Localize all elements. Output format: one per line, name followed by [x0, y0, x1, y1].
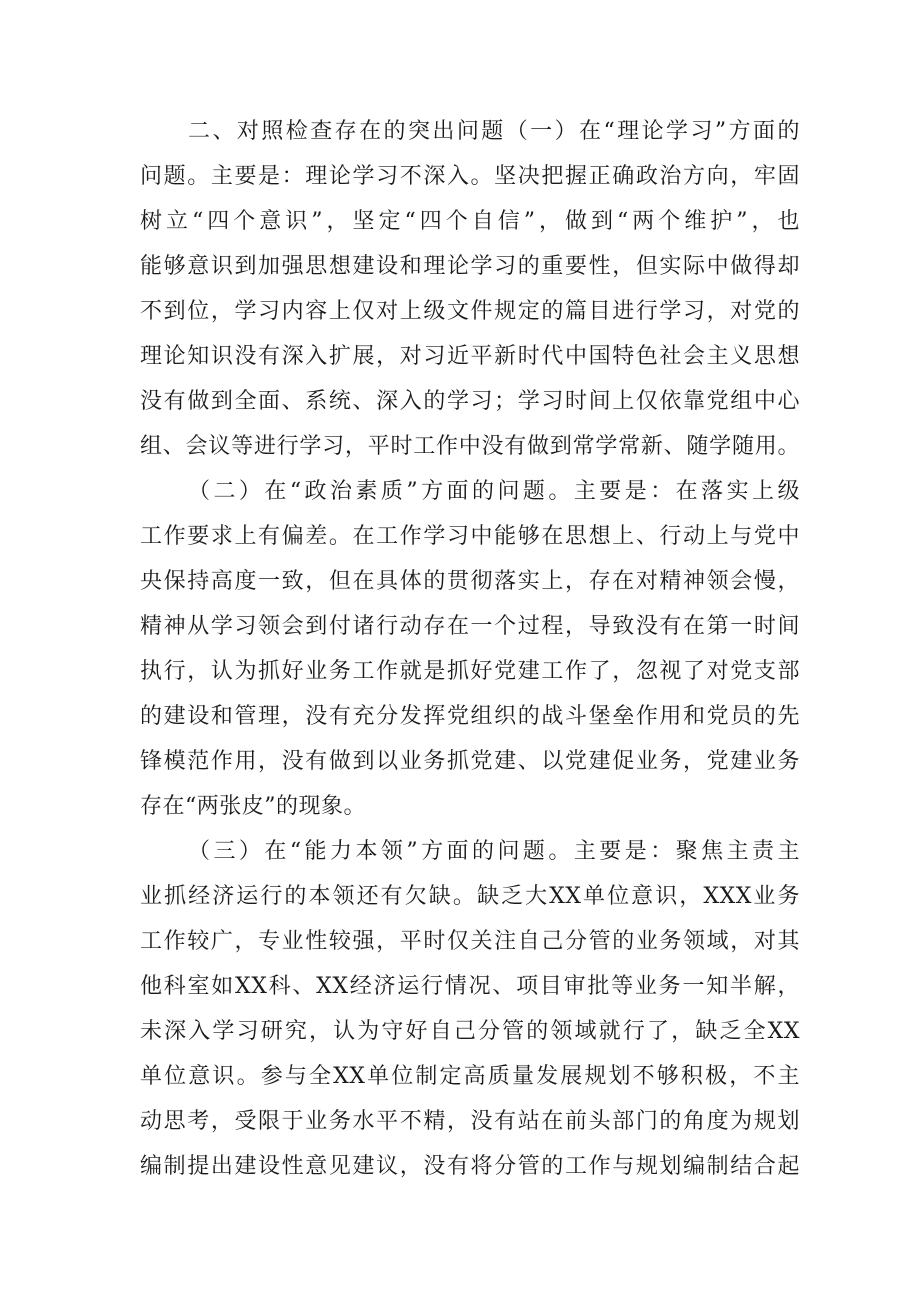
paragraph-line: 树立“四个意识”，坚定“四个自信”，做到“两个维护”，也 — [140, 209, 800, 234]
paragraph-line: 编制提出建设性意见建议，没有将分管的工作与规划编制结合起 — [140, 1154, 800, 1179]
paragraph-line: 执行，认为抓好业务工作就是抓好党建工作了，忽视了对党支部 — [140, 659, 800, 684]
paragraph-line: 没有做到全面、系统、深入的学习；学习时间上仅依靠党组中心 — [140, 389, 800, 414]
paragraph-line: 能够意识到加强思想建设和理论学习的重要性，但实际中做得却 — [140, 254, 800, 279]
paragraph-line: （二）在“政治素质”方面的问题。主要是：在落实上级 — [188, 479, 800, 504]
paragraph-line: 不到位，学习内容上仅对上级文件规定的篇目进行学习，对党的 — [140, 299, 800, 324]
paragraph-line: 理论知识没有深入扩展，对习近平新时代中国特色社会主义思想 — [140, 344, 800, 369]
paragraph-line: 动思考，受限于业务水平不精，没有站在前头部门的角度为规划 — [140, 1109, 800, 1134]
paragraph-line: 单位意识。参与全XX单位制定高质量发展规划不够积极，不主 — [140, 1064, 800, 1089]
paragraph-line: 锋模范作用，没有做到以业务抓党建、以党建促业务，党建业务 — [140, 749, 800, 774]
paragraph-line: 工作要求上有偏差。在工作学习中能够在思想上、行动上与党中 — [140, 524, 800, 549]
paragraph-line: 精神从学习领会到付诸行动存在一个过程，导致没有在第一时间 — [140, 614, 800, 639]
paragraph-line: 二、对照检查存在的突出问题（一）在“理论学习”方面的 — [188, 119, 800, 144]
paragraph-line: 工作较广，专业性较强，平时仅关注自己分管的业务领域，对其 — [140, 929, 800, 954]
paragraph-line: 问题。主要是：理论学习不深入。坚决把握正确政治方向，牢固 — [140, 164, 800, 189]
paragraph-line: 业抓经济运行的本领还有欠缺。缺乏大XX单位意识，XXX业务 — [140, 884, 800, 909]
paragraph-line: 未深入学习研究，认为守好自己分管的领域就行了，缺乏全XX — [140, 1019, 800, 1044]
paragraph-line: 央保持高度一致，但在具体的贯彻落实上，存在对精神领会慢， — [140, 569, 800, 594]
paragraph-line: 组、会议等进行学习，平时工作中没有做到常学常新、随学随用。 — [140, 434, 800, 459]
paragraph-line: 他科室如XX科、XX经济运行情况、项目审批等业务一知半解， — [140, 974, 800, 999]
paragraph-line: 存在“两张皮”的现象。 — [140, 794, 366, 819]
paragraph-line: 的建设和管理，没有充分发挥党组织的战斗堡垒作用和党员的先 — [140, 704, 800, 729]
paragraph-line: （三）在“能力本领”方面的问题。主要是：聚焦主责主 — [188, 839, 800, 864]
